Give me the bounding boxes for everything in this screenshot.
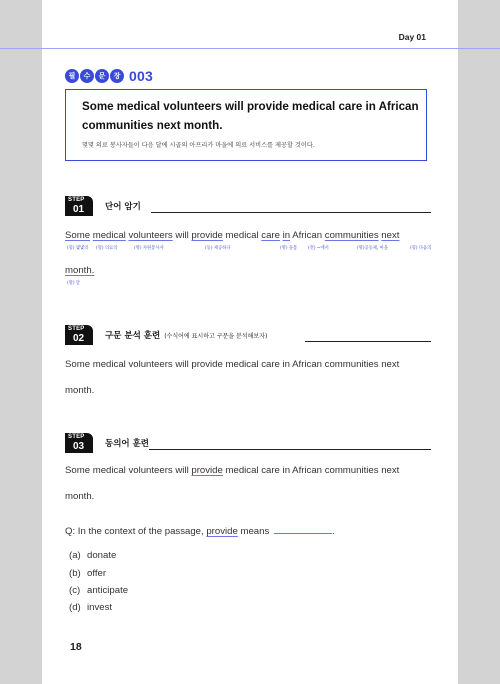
option-c[interactable] [69, 585, 128, 596]
option-key: (b) [69, 568, 81, 579]
word: provide [191, 230, 223, 241]
answer-blank[interactable] [274, 525, 332, 534]
step1-sentence [65, 230, 399, 241]
step3-keyword: provide [191, 465, 223, 476]
option-text: offer [87, 568, 107, 579]
step3-rule [149, 449, 431, 450]
step1-title: 단어 암기 [105, 202, 141, 212]
option-d[interactable] [69, 602, 112, 613]
word: medical [92, 230, 126, 241]
step3-line1 [65, 465, 399, 476]
step-label: STEP [68, 197, 85, 203]
step2-line2: month. [65, 385, 95, 396]
gloss: (명)공동체, 마을 [357, 246, 388, 251]
gloss: (형) 몇몇의 [67, 246, 89, 251]
sentence-box [65, 89, 427, 161]
question-text: means [237, 526, 272, 537]
step3-text: medical care in African communities next [222, 465, 400, 476]
question-keyword: provide [206, 526, 238, 537]
badge-char: 수 [80, 69, 94, 83]
word: in [282, 230, 291, 241]
gloss: (형) 다음의 [410, 246, 432, 251]
word: medical [225, 230, 259, 241]
step2-header [65, 325, 431, 347]
header-rule [0, 48, 500, 49]
gloss: (형) 의료의 [96, 246, 118, 251]
sentence-korean: 몇몇 의료 봉사자들이 다음 달에 시골의 아프리카 마을에 의료 서비스를 제공할 것이다. [82, 142, 315, 149]
step1-rule [151, 212, 431, 213]
option-a[interactable] [69, 550, 116, 561]
word: African [292, 230, 323, 241]
day-label: Day 01 [398, 32, 426, 42]
step-number: 02 [73, 333, 85, 344]
option-text: invest [87, 602, 113, 613]
step1-sentence-cont [65, 265, 94, 276]
step-label: STEP [68, 326, 85, 332]
gloss: (명) 달 [67, 281, 81, 286]
sentence-badge [65, 68, 153, 84]
option-b[interactable] [69, 568, 106, 579]
step2-subtitle: (수식어에 표시하고 구문을 분석해보자) [164, 333, 268, 340]
sentence-english: Some medical volunteers will provide medical care in African communities next month. [82, 100, 419, 132]
step3-line2: month. [65, 491, 95, 502]
gloss: (명) 돌봄 [280, 246, 298, 251]
page-number: 18 [70, 641, 82, 653]
option-key: (a) [69, 550, 81, 561]
step3-text: Some medical volunteers will [65, 465, 192, 476]
word: Some [65, 230, 91, 241]
step2-line1: Some medical volunteers will provide medical care in African communities next [65, 359, 400, 370]
step-number: 01 [73, 204, 85, 215]
word: volunteers [128, 230, 173, 241]
step3-header [65, 433, 431, 455]
question-end: . [331, 526, 335, 537]
step-number: 03 [73, 441, 85, 452]
step2-rule [305, 341, 431, 342]
word: care [261, 230, 280, 241]
gloss: (전) ~에서 [308, 246, 329, 251]
word: will [175, 230, 189, 241]
step1-badge [65, 196, 93, 216]
step3-title: 동의어 훈련 [105, 439, 150, 449]
gloss: (명) 자원봉사자 [134, 246, 164, 251]
option-text: donate [87, 550, 117, 561]
badge-char: 문 [95, 69, 109, 83]
badge-char: 필 [65, 69, 79, 83]
step3-badge [65, 433, 93, 453]
step2-title-text: 구문 분석 훈련 [105, 331, 161, 341]
option-text: anticipate [87, 585, 129, 596]
question [65, 525, 335, 537]
gloss: (동) 제공하다 [205, 246, 231, 251]
sentence-number: 003 [129, 68, 153, 84]
word: communities [324, 230, 379, 241]
step-label: STEP [68, 434, 85, 440]
step1-header [65, 196, 431, 218]
step2-title [105, 329, 267, 341]
word: month. [65, 265, 95, 276]
step2-badge [65, 325, 93, 345]
option-key: (c) [69, 585, 81, 596]
badge-char: 장 [110, 69, 124, 83]
option-key: (d) [69, 602, 81, 613]
word: next [381, 230, 400, 241]
question-text: Q: In the context of the passage, [65, 526, 207, 537]
